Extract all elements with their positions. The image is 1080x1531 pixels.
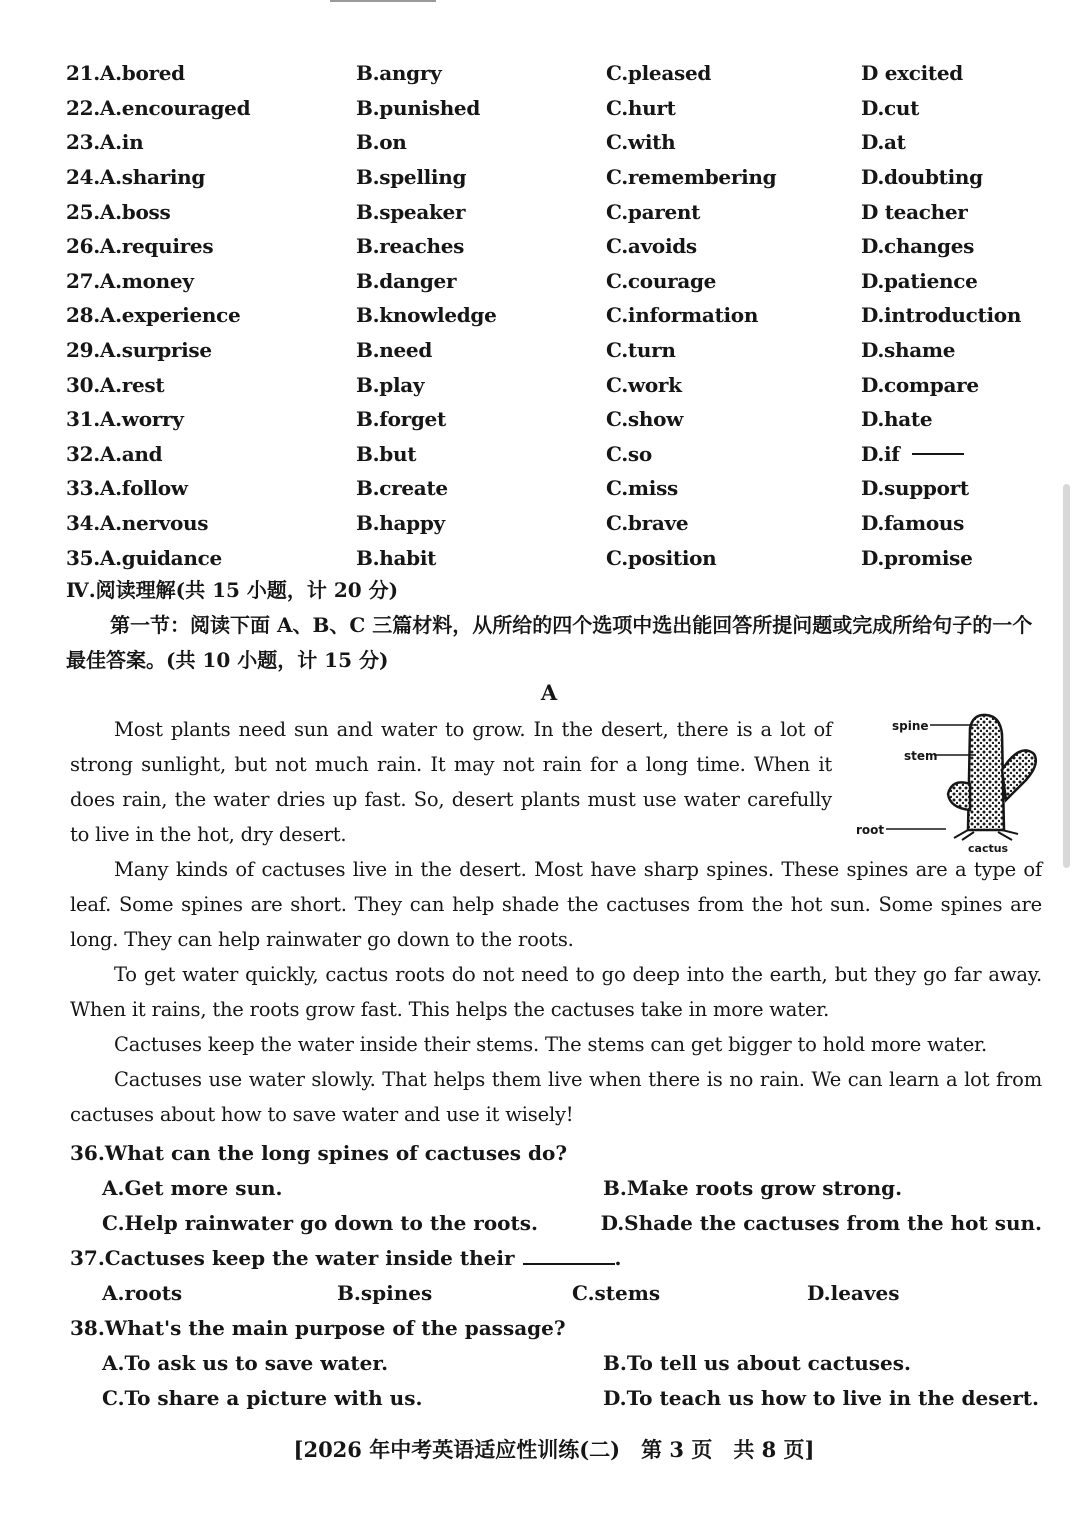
option-b: B.punished bbox=[356, 95, 481, 120]
option-row bbox=[66, 402, 1026, 437]
option-d: D.promise bbox=[861, 545, 973, 570]
option-a: 32.A.and bbox=[66, 441, 163, 466]
option-c: C.brave bbox=[606, 511, 689, 536]
option-d: D.shame bbox=[861, 338, 956, 363]
question-option: C.Help rainwater go down to the roots. bbox=[102, 1211, 538, 1235]
question-option: D.To teach us how to live in the desert. bbox=[603, 1386, 1039, 1410]
option-d: D.at bbox=[861, 130, 906, 155]
option-c: C.parent bbox=[606, 199, 701, 224]
option-b: B.need bbox=[356, 338, 433, 363]
option-d: D excited bbox=[861, 61, 963, 86]
option-a: 29.A.surprise bbox=[66, 338, 212, 363]
cactus-label: cactus bbox=[968, 842, 1009, 855]
scrollbar-thumb[interactable] bbox=[1063, 484, 1070, 868]
option-a: 22.A.encouraged bbox=[66, 95, 251, 120]
option-c: C.work bbox=[606, 372, 682, 397]
paragraph: Cactuses use water slowly. That helps them live when there is no rain. We can learn a lot from cactuses about how to save water and use it wisely! bbox=[70, 1068, 1042, 1126]
option-d: D.doubting bbox=[861, 165, 983, 190]
option-row bbox=[66, 91, 1026, 126]
option-row bbox=[66, 229, 1026, 264]
option-c: C.miss bbox=[606, 476, 679, 501]
option-c: C.courage bbox=[606, 268, 717, 293]
question-option: A.To ask us to save water. bbox=[102, 1351, 389, 1375]
option-row bbox=[66, 160, 1026, 195]
option-row bbox=[66, 471, 1026, 506]
question-option: C.stems bbox=[572, 1281, 661, 1305]
option-b: B.forget bbox=[356, 407, 446, 432]
option-a: 34.A.nervous bbox=[66, 511, 209, 536]
option-c: C.hurt bbox=[606, 95, 676, 120]
option-a: 27.A.money bbox=[66, 268, 194, 293]
section-title: Ⅳ.阅读理解(共 15 小题，计 20 分) bbox=[66, 578, 399, 602]
question-stem-end: . bbox=[614, 1246, 622, 1270]
question-option: A.Get more sun. bbox=[102, 1176, 283, 1200]
option-row bbox=[66, 56, 1026, 91]
option-b: B.speaker bbox=[356, 199, 466, 224]
option-b: B.spelling bbox=[356, 165, 467, 190]
option-row bbox=[70, 1346, 1042, 1381]
option-a: 35.A.guidance bbox=[66, 545, 222, 570]
option-d: D.famous bbox=[861, 511, 965, 536]
option-c: C.position bbox=[606, 545, 717, 570]
cloze-options bbox=[66, 56, 1026, 575]
option-c: C.with bbox=[606, 130, 676, 155]
option-b: B.habit bbox=[356, 545, 437, 570]
option-row bbox=[66, 437, 1026, 472]
question-option: B.To tell us about cactuses. bbox=[603, 1351, 911, 1375]
option-d: D.patience bbox=[861, 268, 978, 293]
option-row bbox=[70, 1276, 1042, 1311]
spine-label: spine bbox=[892, 719, 929, 733]
option-a: 23.A.in bbox=[66, 130, 144, 155]
questions bbox=[70, 1136, 1042, 1416]
option-d: D.changes bbox=[861, 234, 975, 259]
option-a: 25.A.boss bbox=[66, 199, 171, 224]
option-row bbox=[70, 1381, 1042, 1416]
paragraph: Most plants need sun and water to grow. In the desert, there is a lot of strong sunlight, but not much rain. It may not rain for a long time. When it does rain, the water dries up fast. So, desert plants must use water carefully to live in the hot, dry desert. bbox=[70, 718, 832, 846]
option-a: 21.A.bored bbox=[66, 61, 185, 86]
question-stem bbox=[70, 1241, 1042, 1276]
page-footer: [2026 年中考英语适应性训练(二) 第 3 页 共 8 页] bbox=[293, 1437, 815, 1462]
section-instruction: 第一节：阅读下面 A、B、C 三篇材料，从所给的四个选项中选出能回答所提问题或完成所给句子的一个最佳答案。(共 10 小题，计 15 分) bbox=[66, 613, 1033, 672]
question-stem: 36.What can the long spines of cactuses do? bbox=[70, 1141, 568, 1165]
option-c: C.pleased bbox=[606, 61, 712, 86]
option-row bbox=[66, 298, 1026, 333]
option-b: B.knowledge bbox=[356, 303, 497, 328]
paragraph: To get water quickly, cactus roots do not need to go deep into the earth, but they go far away. When it rains, the roots grow fast. This helps the cactuses take in more water. bbox=[70, 963, 1042, 1021]
answer-blank bbox=[523, 1243, 615, 1265]
option-b: B.reaches bbox=[356, 234, 465, 259]
option-d: D.hate bbox=[861, 407, 933, 432]
option-c: C.show bbox=[606, 407, 684, 432]
option-d: D.compare bbox=[861, 372, 979, 397]
option-row bbox=[70, 1206, 1042, 1241]
option-row bbox=[70, 1171, 1042, 1206]
option-c: C.remembering bbox=[606, 165, 777, 190]
option-b: B.angry bbox=[356, 61, 442, 86]
option-row bbox=[66, 194, 1026, 229]
option-b: B.create bbox=[356, 476, 448, 501]
option-b: B.play bbox=[356, 372, 425, 397]
question-stem: 38.What's the main purpose of the passage? bbox=[70, 1316, 566, 1340]
top-rule bbox=[330, 0, 436, 2]
option-c: C.avoids bbox=[606, 234, 697, 259]
option-row bbox=[66, 264, 1026, 299]
question-stem-text: 37.Cactuses keep the water inside their bbox=[70, 1246, 515, 1270]
option-b: B.happy bbox=[356, 511, 445, 536]
paragraph: Many kinds of cactuses live in the desert. Most have sharp spines. These spines are a type of leaf. Some spines are short. They can help shade the cactuses from the hot sun. Some spines are long. They can help rainwater go down to the roots. bbox=[70, 858, 1042, 951]
option-a: 24.A.sharing bbox=[66, 165, 206, 190]
option-b: B.on bbox=[356, 130, 407, 155]
option-d: D.if bbox=[861, 441, 900, 466]
paragraph: Cactuses keep the water inside their stems. The stems can get bigger to hold more water. bbox=[114, 1033, 988, 1056]
cactus-figure bbox=[850, 708, 1046, 856]
root-label: root bbox=[856, 823, 885, 837]
option-row bbox=[66, 125, 1026, 160]
question-option: B.Make roots grow strong. bbox=[603, 1176, 903, 1200]
option-a: 30.A.rest bbox=[66, 372, 165, 397]
option-a: 31.A.worry bbox=[66, 407, 184, 432]
option-d: D.support bbox=[861, 476, 969, 501]
option-c: C.so bbox=[606, 441, 652, 466]
option-d: D.introduction bbox=[861, 303, 1022, 328]
option-a: 33.A.follow bbox=[66, 476, 188, 501]
option-b: B.but bbox=[356, 441, 417, 466]
option-d: D teacher bbox=[861, 199, 968, 224]
question-option: A.roots bbox=[102, 1281, 183, 1305]
option-d: D.cut bbox=[861, 95, 920, 120]
stem-label: stem bbox=[904, 749, 938, 763]
option-c: C.information bbox=[606, 303, 759, 328]
option-row bbox=[66, 506, 1026, 541]
question-option: B.spines bbox=[337, 1281, 433, 1305]
question-option: D.Shade the cactuses from the hot sun. bbox=[600, 1211, 1042, 1235]
option-row bbox=[66, 540, 1026, 575]
option-row bbox=[66, 333, 1026, 368]
pen-stroke bbox=[912, 453, 964, 455]
option-row bbox=[66, 367, 1026, 402]
question-option: D.leaves bbox=[807, 1281, 900, 1305]
option-a: 28.A.experience bbox=[66, 303, 241, 328]
cactus-icon bbox=[948, 715, 1036, 840]
option-c: C.turn bbox=[606, 338, 676, 363]
passage-title: A bbox=[540, 680, 558, 705]
option-b: B.danger bbox=[356, 268, 457, 293]
question-option: C.To share a picture with us. bbox=[102, 1386, 423, 1410]
option-a: 26.A.requires bbox=[66, 234, 214, 259]
